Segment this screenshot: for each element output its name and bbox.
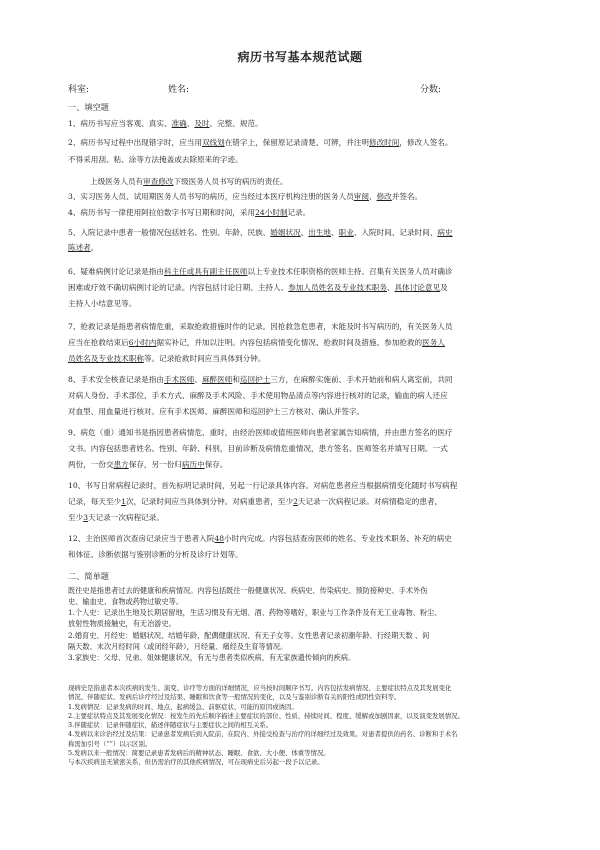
question-3: 3、实习医务人员、试用期医务人员书写的病历，应当经过本医疗机构注册的医务人员审阅、修改并签名。	[68, 192, 423, 201]
answer-blank: 24小时制	[255, 208, 288, 217]
answer-blank: 审阅	[353, 192, 369, 201]
answer-blank: 准确	[171, 119, 187, 128]
note-line: 4.发病以来诊治经过及结果：记录患者发病后到入院前，在院内、外接受检查与治疗的详细经过及效果。对患者提供的药名、诊断和手术名	[68, 730, 458, 739]
answer-blank: 2	[293, 496, 298, 506]
answer-blank: 患方	[113, 459, 129, 469]
note-line: 情况、伴随症状、发病后诊疗经过及结果、睡眠和饮食等一般情况的变化，以及与鉴别诊断有关的阳性或阴性资料等。	[68, 693, 401, 702]
answer-blank: 出生地	[308, 228, 332, 237]
question-1: 1、病历书写应当客观、真实、准确、及时、完整、规范。	[68, 119, 263, 128]
answer-blank: 手术医师	[163, 375, 195, 384]
answer-blank: 3	[83, 512, 89, 522]
answer-blank: 科主任或具有副主任医师	[163, 267, 248, 276]
score-field-label: 分数:	[420, 85, 442, 95]
answer-blank: 修改时间	[369, 138, 400, 147]
answer-blank: 巡回护士	[239, 375, 271, 384]
answer-blank: 医务人	[422, 337, 445, 347]
present-illness-notes	[68, 684, 538, 768]
note-line: 5.发病以来一般情况：简要记录患者发病后的精神状态、睡眠、食欲、大小便、体重等情况。	[68, 748, 330, 757]
answer-blank: 6小时内	[128, 337, 157, 347]
note-line: 2.主要症状特点及其发展变化情况：按发生的先后顺序描述主要症状的部位、性质、持续时间、程度、缓解或加剧因素，以及演变发展情况。	[68, 711, 464, 720]
answer-blank: 修改	[376, 192, 392, 201]
question-7: 7、抢救记录是指患者病情危重，采取抢救措施时作的记录。因抢救急危患者，未能及时书写病历的，有关医务人员 应当在抢救结束后6小时内据实补记，并加以注明。内容包括病情变化情况、抢救时间及措施、参加抢救的医务人 员姓名及专业技术职称等。记录抢救时间应当具体到分钟。	[68, 322, 453, 363]
question-9: 9、病危（重）通知书是指因患者病情危、重时，由经治医师或值班医师向患者家属告知病情，并由患方签名的医疗 文书。内容包括患者姓名、性别、年龄、科别，目前诊断及病情危重情况，患方签名、医师签名并填写日期。一式 两份，一份交患方保存，另一份归病历中保存。	[68, 428, 453, 469]
answer-blank: 48	[214, 534, 225, 543]
answer-blank: 及时	[194, 119, 210, 128]
fill-heading: 一、填空题	[68, 102, 109, 112]
answer-blank: 双线划	[201, 138, 225, 147]
name-field-label: 姓名:	[168, 85, 190, 95]
page-title: 病历书写基本规范试题	[237, 50, 363, 64]
answer-blank: 病史	[437, 228, 453, 237]
answer-blank: 具体讨论意见	[394, 282, 441, 292]
answer-blank: 婚姻状况	[270, 228, 301, 237]
answer-blank: 职业	[338, 228, 354, 237]
answer-blank: 病历中	[181, 459, 205, 469]
question-12: 12、主治医师首次查房记录应当于患者入院48小时内完成。内容包括查房医师的姓名、专业技术职务、补充的病史 和体征、诊断依据与鉴别诊断的分析及诊疗计划等。	[68, 534, 452, 559]
note-line: 称需加引号（“”）以示区别。	[68, 739, 152, 748]
note-line: 与本次疾病虽无紧密关系、但仍需治疗的其他疾病情况，可在现病史后另起一段予以记录。	[68, 758, 324, 767]
short-answer-heading: 二、简单题	[68, 571, 109, 581]
question-2: 2、病历书写过程中出现错字时，应当用双线划在错字上，保留原记录清楚、可辨，并注明修改时间，修改人签名。 不得采用刮、粘、涂等方法掩盖或去除原来的字迹。 上级医务人员有审查修改下级医务人员书写的病历的责任。	[68, 138, 453, 186]
question-6: 6、疑难病例讨论记录是指由科主任或具有副主任医师以上专业技术任职资格的医师主持、召集有关医务人员对确诊 困难或疗效不确切病例讨论的记录。内容包括讨论日期、主持人、参加人员姓名及专业技术职务、具体讨论意见及 主持人小结意见等。	[68, 267, 453, 308]
answer-blank: 1	[121, 496, 126, 506]
dept-field-label: 科室:	[68, 85, 90, 95]
note-line: 3.伴随症状：记录伴随症状，描述伴随症状与主要症状之间的相互关系。	[68, 721, 273, 730]
answer-blank: 麻醉医师	[201, 375, 233, 384]
short-answer-body: 既往史是指患者过去的健康和疾病情况。内容包括既往一般健康状况、疾病史、传染病史、预防接种史、手术外伤 史、输血史、食物或药物过敏史等。 1.个人史：记录出生地及长期居留地，生活习惯及有无烟、酒、药物等嗜好，职业与工作条件及有无工业毒物、粉尘、 放射性物质接触史，有无冶游史。 2.婚育史、月经史：婚姻状况、结婚年龄、配偶健康状况、有无子女等。女性患者记录初潮年龄、行经期天数 、间 隔天数、末次月经时间（或闭经年龄），月经量、痛经及生育等情况。 3.家族史：父母、兄弟、姐妹健康状况，有无与患者类似疾病，有无家族遗传倾向的疾病。	[68, 586, 442, 662]
note-line: 1.发病情况：记录发病的时间、地点、起病缓急、前驱症状、可能的原因或诱因。	[68, 702, 298, 711]
answer-blank: 审查修改	[143, 176, 174, 186]
question-5: 5、入院记录中患者一般情况包括姓名、性别、年龄、民族、婚姻状况、出生地、职业、入院时间、记录时间、病史 陈述者。	[68, 228, 453, 252]
answer-blank: 陈述者	[68, 242, 91, 252]
question-10: 10、书写日常病程记录时，首先标明记录时间，另起一行记录具体内容。对病危患者应当根据病情变化随时书写病程 记录，每天至少1次，记录时间应当具体到分钟。对病重患者，至少2天记录一次病程记录。对病情稳定的患者， 至少3天记录一次病程记录。	[68, 481, 458, 522]
question-8: 8、手术安全核查记录是指由手术医师、麻醉医师和巡回护士三方，在麻醉实施前、手术开始前和病人离室前，共同 对病人身份、手术部位、手术方式、麻醉及手术风险、手术使用物品清点等内容进行核对的记录，输血的病人还应 对血型、用血量进行核对。应有手术医师、麻醉医师和巡回护士三方核对、确认并签字。	[68, 375, 453, 416]
answer-blank: 参加人员姓名及专业技术职务	[288, 282, 387, 292]
answer-blank: 员姓名及专业技术职称	[68, 353, 144, 363]
note-line: 现病史是指患者本次疾病的发生、演变、诊疗等方面的详细情况，应当按时间顺序书写。内容包括发病情况、主要症状特点及其发展变化	[68, 684, 452, 692]
question-4: 4、病历书写一律使用阿拉伯数字书写日期和时间，采用24小时制记录。	[68, 208, 311, 217]
